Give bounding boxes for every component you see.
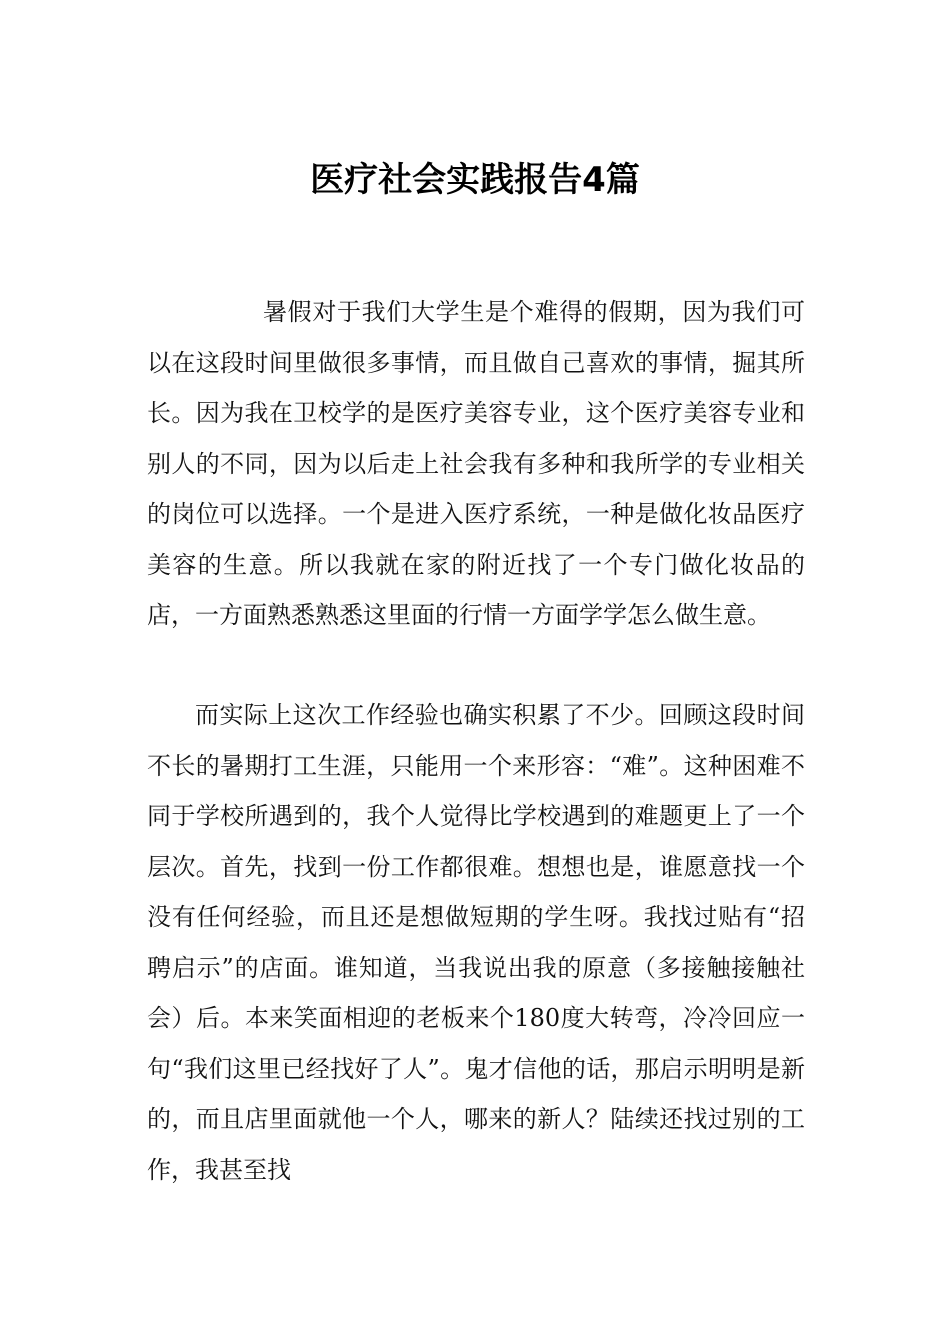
- document-title: 医疗社会实践报告4篇: [310, 160, 640, 200]
- paragraph-2: 而实际上这次工作经验也确实积累了不少。回顾这段时间不长的暑期打工生涯，只能用一个来形容：“难”。这种困难不同于学校所遇到的，我个人觉得比学校遇到的难题更上了一个层次。首先，找到一份工作都很难。想想也是，谁愿意找一个没有任何经验，而且还是想做短期的学生呀。我找过贴有“招聘启示”的店面。谁知道，当我说出我的原意（多接触接触社会）后。本来笑面相迎的老板来个180度大转弯，冷冷回应一句“我们这里已经找好了人”。鬼才信他的话，那启示明明是新的，而且店里面就他一个人，哪来的新人？陆续还找过别的工作，我甚至找: [147, 701, 805, 1184]
- paragraph-1: 暑假对于我们大学生是个难得的假期，因为我们可以在这段时间里做很多事情，而且做自己喜欢的事情，掘其所长。因为我在卫校学的是医疗美容专业，这个医疗美容专业和别人的不同，因为以后走上社会我有多种和我所学的专业相关的岗位可以选择。一个是进入医疗系统，一种是做化妆品医疗美容的生意。所以我就在家的附近找了一个专门做化妆品的店，一方面熟悉熟悉这里面的行情一方面学学怎么做生意。: [147, 298, 805, 629]
